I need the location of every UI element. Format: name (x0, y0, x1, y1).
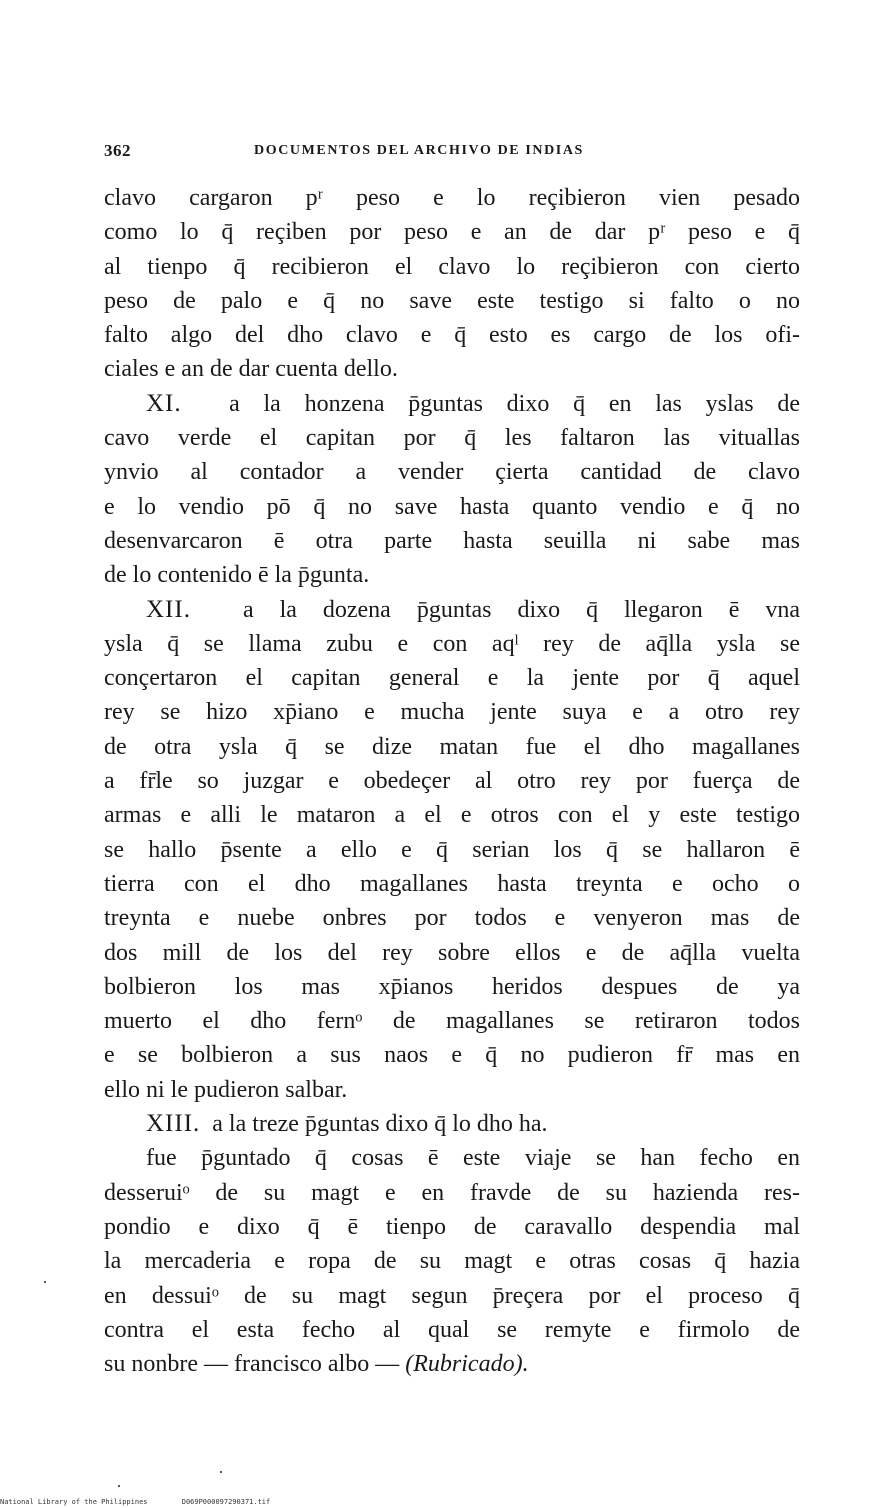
line-text: falto algo del dho clavo e q̄ esto es cargo de los ofi- (104, 322, 800, 349)
page-number: 362 (104, 141, 131, 160)
text-line (104, 867, 800, 901)
text-line (104, 1313, 800, 1347)
line-text: a la treze p̄guntas dixo q̄ lo dho ha. (212, 1111, 548, 1138)
line-text: como lo q̄ reçiben por peso e an de dar pʳ peso e q̄ (104, 219, 800, 246)
scan-speck (44, 1281, 46, 1283)
text-line (104, 318, 800, 352)
line-text: desenvarcaron ē otra parte hasta seuilla ni sabe mas (104, 527, 800, 554)
line-text: a la honzena p̄guntas dixo q̄ en las yslas de (229, 390, 800, 417)
line-text: e se bolbieron a sus naos e q̄ no pudieron fr̄ mas en (104, 1042, 800, 1069)
line-text: pondio e dixo q̄ ē tienpo de caravallo despendia mal (104, 1213, 800, 1240)
line-text: ysla q̄ se llama zubu e con aqˡ rey de aq̄lla ysla se (104, 630, 800, 657)
line-text: a la dozena p̄guntas dixo q̄ llegaron ē vna (242, 596, 800, 623)
rubric-note: (Rubricado). (405, 1351, 529, 1378)
text-line (104, 215, 800, 249)
line-text: al tienpo q̄ recibieron el clavo lo reçibieron con cierto (104, 253, 800, 280)
text-line (104, 1073, 800, 1107)
text-line (104, 1141, 800, 1175)
text-line (104, 1004, 800, 1038)
line-text: de lo contenido ē la p̄gunta. (104, 562, 370, 589)
line-text: dos mill de los del rey sobre ellos e de aq̄lla vuelta (104, 939, 800, 966)
line-text: clavo cargaron pʳ peso e lo reçibieron vien pesado (104, 185, 800, 211)
line-text: la mercaderia e ropa de su magt e otras cosas q̄ hazia (104, 1248, 800, 1275)
text-line (104, 1038, 800, 1072)
line-text: peso de palo e q̄ no save este testigo si falto o no (104, 287, 800, 314)
text-line (104, 1244, 800, 1278)
text-line (104, 970, 800, 1004)
scan-speck (220, 1471, 222, 1473)
body-text (104, 181, 800, 1381)
text-line (104, 1279, 800, 1313)
text-line (104, 1210, 800, 1244)
text-line (104, 490, 800, 524)
text-line (104, 764, 800, 798)
text-line (104, 250, 800, 284)
line-text: rey se hizo xp̄iano e mucha jente suya e a otro rey (104, 699, 800, 726)
line-text: contra el esta fecho al qual se remyte e firmolo de (104, 1316, 800, 1343)
text-line (104, 524, 800, 558)
line-text: su nonbre — francisco albo — (104, 1351, 406, 1378)
text-line (104, 593, 800, 627)
running-head: DOCUMENTOS DEL ARCHIVO DE INDIAS (254, 143, 584, 158)
line-text: conçertaron el capitan general e la jente por q̄ aquel (104, 665, 800, 692)
text-line (104, 798, 800, 832)
line-text: ciales e an de dar cuenta dello. (104, 356, 398, 383)
line-text: ynvio al contador a vender çierta cantidad de clavo (104, 459, 800, 486)
line-text: e lo vendio pō q̄ no save hasta quanto vendio e q̄ no (104, 493, 800, 520)
text-line (104, 833, 800, 867)
text-line (104, 558, 800, 592)
footer-filename: D069P000097290371.tif (181, 1498, 271, 1506)
text-line (104, 1347, 800, 1381)
line-text: a fr̄le so juzgar e obedeçer al otro rey por fuerça de (104, 768, 800, 795)
text-line (104, 284, 800, 318)
line-text: en dessuiᵒ de su magt segun p̄reçera por el proceso q̄ (104, 1282, 800, 1309)
text-line (104, 1107, 800, 1141)
line-text: cavo verde el capitan por q̄ les faltaron las vituallas (104, 425, 800, 452)
text-line (104, 421, 800, 455)
line-text: desseruiᵒ de su magt e en fravde de su hazienda res- (104, 1179, 800, 1206)
text-line (104, 936, 800, 970)
line-text: armas e alli le mataron a el e otros con el y este testigo (104, 802, 800, 829)
line-text: se hallo p̄sente a ello e q̄ serian los q̄ se hallaron ē (104, 836, 800, 863)
footer-library: National Library of the Philippines (0, 1498, 148, 1506)
text-line (104, 352, 800, 386)
line-text: treynta e nuebe onbres por todos e venyeron mas de (104, 905, 800, 932)
line-text: fue p̄guntado q̄ cosas ē este viaje se han fecho en (146, 1145, 800, 1172)
line-text: de otra ysla q̄ se dize matan fue el dho magallanes (104, 733, 800, 760)
text-line (104, 455, 800, 489)
text-line (104, 661, 800, 695)
text-line (104, 1176, 800, 1210)
scan-speck (118, 1485, 120, 1487)
text-line (104, 695, 800, 729)
line-text: ello ni le pudieron salbar. (104, 1076, 348, 1103)
text-line (104, 901, 800, 935)
line-text: muerto el dho fernᵒ de magallanes se retiraron todos (104, 1008, 800, 1035)
text-line (104, 627, 800, 661)
text-line (104, 387, 800, 421)
question-number: XI. (146, 389, 182, 417)
question-number: XII. (146, 595, 191, 623)
page-header (104, 141, 800, 165)
question-number: XIII. (146, 1110, 201, 1138)
scan-footer (0, 1498, 270, 1506)
text-line (104, 181, 800, 215)
line-text: tierra con el dho magallanes hasta treynta e ocho o (104, 870, 800, 897)
line-text: bolbieron los mas xp̄ianos heridos despues de ya (104, 973, 800, 1000)
text-line (104, 730, 800, 764)
